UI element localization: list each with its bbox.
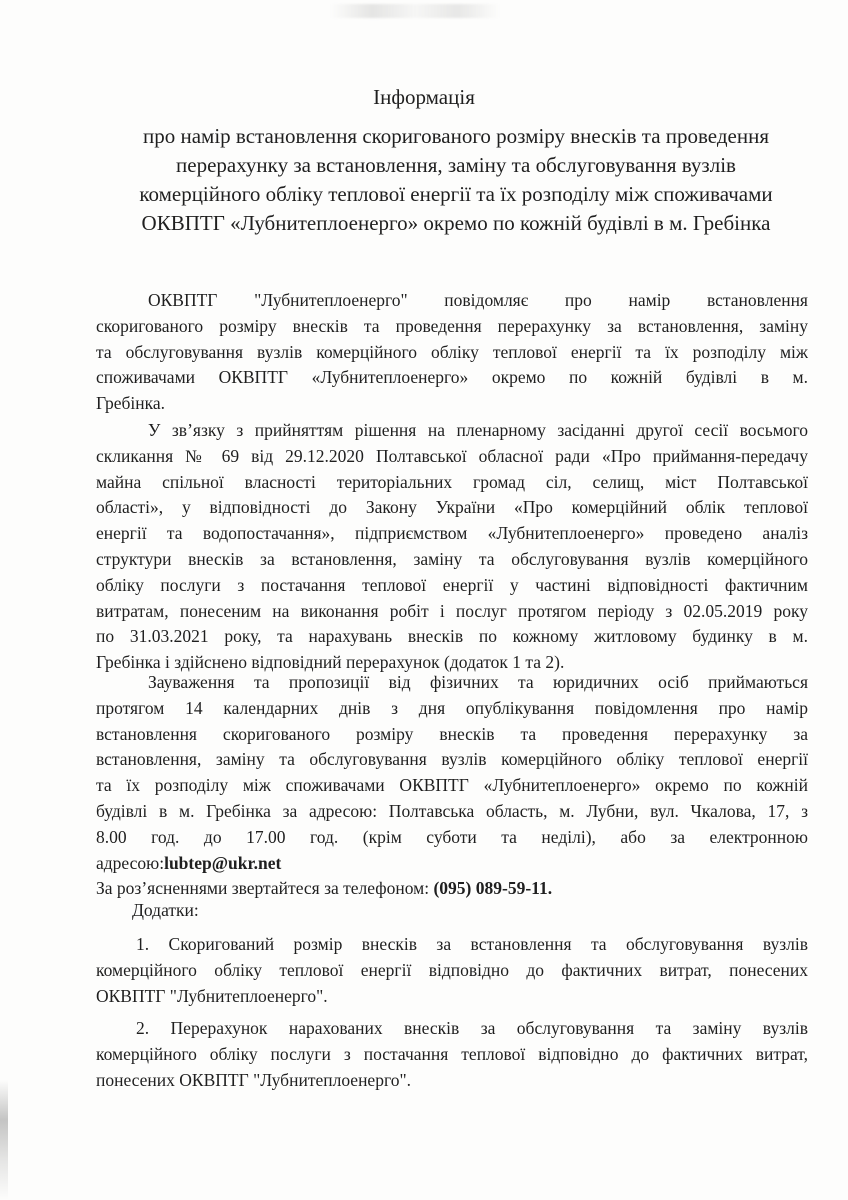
phone-prefix: За роз’ясненнями звертайтеся за телефоном: [96, 878, 434, 899]
text-line: структури внесків за встановлення, заміну та обслуговування вузлів комерційного [96, 548, 808, 569]
text-line: 1. Скоригований розмір внесків за встановлення та обслуговування вузлів [136, 934, 808, 954]
scan-artifact-top [330, 4, 500, 18]
appendix-item-2 [96, 1016, 808, 1093]
text-line: скликання № 69 від 29.12.2020 Полтавської обласної ради «Про приймання-передачу [96, 445, 808, 466]
appendix-heading-block [132, 898, 844, 924]
text-line: енергії та водопостачання», підприємством «Лубнитеплоенерго» проведено аналіз [96, 523, 808, 544]
subtitle-line: ОКВПТГ «Лубнитеплоенерго» окремо по кожній будівлі в м. Гребінка [141, 211, 771, 235]
subtitle-line: комерційного обліку теплової енергії та їх розподілу між споживачами [139, 182, 773, 206]
text-line: У зв’язку з прийняттям рішення на пленарному засіданні другої сесії восьмого [148, 420, 808, 440]
text-line: скоригованого розміру внесків та проведення перерахунку за встановлення, заміну [96, 315, 808, 336]
email-prefix: адресою: [96, 852, 165, 873]
text-line: ОКВПТГ "Лубнитеплоенерго". [96, 985, 328, 1006]
text-line: витратам, понесеним на виконання робіт і послуг протягом періоду з 02.05.2019 року [96, 600, 808, 621]
appendix-heading: Додатки: [132, 900, 199, 920]
text-line: 8.00 год. до 17.00 год. (крім суботи та неділі), або за електронною [96, 826, 808, 847]
email-line [96, 851, 808, 877]
text-line: протягом 14 календарних днів з дня опублікування повідомлення про намір [96, 697, 808, 718]
text-line: встановлення, заміну та обслуговування вузлів комерційного обліку теплової енергії [96, 749, 808, 770]
text-line: 2. Перерахунок нарахованих внесків за обслуговування та заміну вузлів [136, 1018, 808, 1038]
text-line: обліку послуги з постачання теплової енергії у частині відповідності фактичним [96, 574, 808, 595]
text-line: комерційного обліку послуги з постачання теплової відповідно до фактичних витрат, [96, 1043, 808, 1064]
text-line: комерційного обліку теплової енергії відповідно до фактичних витрат, понесених [96, 959, 808, 980]
text-line: та обслуговування вузлів комерційного обліку теплової енергії та їх розподілу між [96, 341, 808, 362]
paragraph-decision [96, 418, 808, 676]
text-line: області», у відповідності до Закону України «Про комерційний облік теплової [96, 497, 808, 518]
text-line: Зауваження та пропозиції від фізичних та юридичних осіб приймаються [148, 672, 808, 692]
text-line: майна спільної власності територіальних громад сіл, селищ, міст Полтавської [96, 471, 808, 492]
text-line: та їх розподілу між споживачами ОКВПТГ «Лубнитеплоенерго» окремо по кожній [96, 775, 808, 796]
subtitle-line: про намір встановлення скоригованого розміру внесків та проведення [142, 124, 769, 148]
text-line: ОКВПТГ "Лубнитеплоенерго" повідомляє про намір встановлення [148, 290, 808, 310]
email-address[interactable]: lubtep@ukr.net [164, 852, 282, 873]
text-line: споживачами ОКВПТГ «Лубнитеплоенерго» окремо по кожній будівлі в м. [96, 367, 808, 388]
text-line: Гребінка і здійснено відповідний перерахунок (додаток 1 та 2). [96, 652, 565, 673]
paragraph-feedback [96, 670, 808, 902]
paragraph-announcement [96, 288, 808, 417]
text-line: понесених ОКВПТГ "Лубнитеплоенерго". [96, 1069, 411, 1090]
text-line: будівлі в м. Гребінка за адресою: Полтавська область, м. Лубни, вул. Чкалова, 17, з [96, 800, 808, 821]
text-line: Гребінка. [96, 393, 166, 414]
phone-number: (095) 089-59-11. [433, 878, 553, 899]
scan-artifact-left [0, 1080, 8, 1200]
text-line: по 31.03.2021 року, та нарахувань внесків по кожному житловому будинку в м. [96, 626, 808, 647]
text-line: встановлення скоригованого розміру внесків та проведення перерахунку за [96, 723, 808, 744]
document-subtitle [96, 122, 816, 238]
document-title: Інформація [373, 85, 475, 109]
appendix-item-1 [96, 932, 808, 1009]
subtitle-line: перерахунку за встановлення, заміну та обслуговування вузлів [176, 153, 736, 177]
